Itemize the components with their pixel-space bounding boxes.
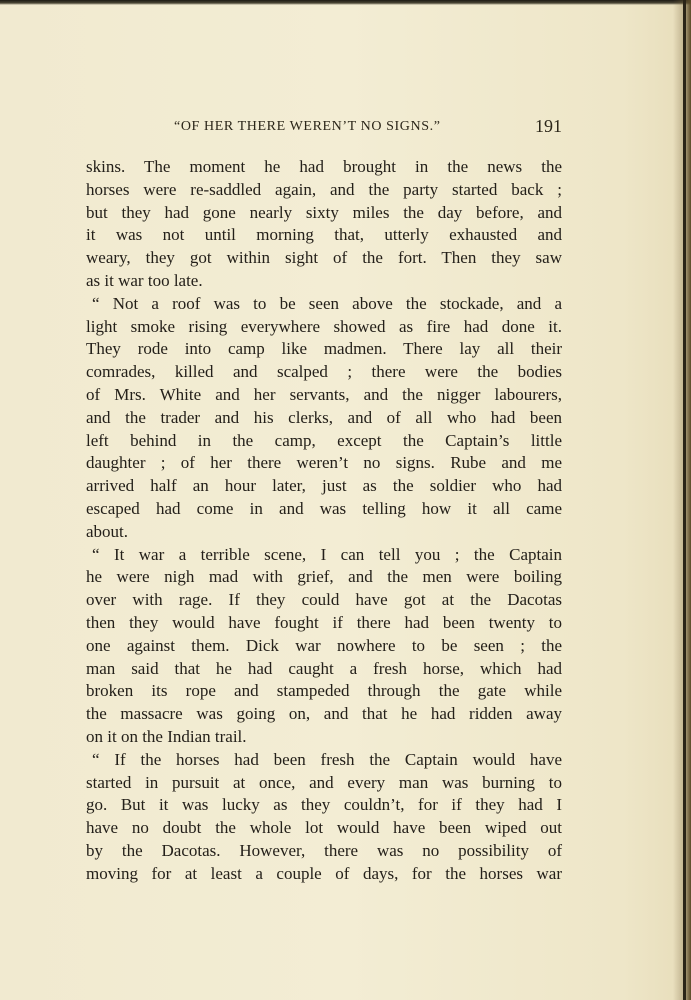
text-line: escaped had come in and was telling how it all came bbox=[86, 498, 562, 518]
page-edge-line bbox=[683, 0, 686, 1000]
page-gutter-shadow bbox=[673, 0, 691, 1000]
text-line: light smoke rising everywhere showed as fire had done it. bbox=[86, 316, 562, 336]
text-line: man said that he had caught a fresh horse, which had bbox=[86, 658, 562, 678]
text-line: They rode into camp like madmen. There lay all their bbox=[86, 339, 562, 359]
text-line: by the Dacotas. However, there was no possibility of bbox=[86, 840, 562, 860]
text-line: it was not until morning that, utterly exhausted and bbox=[86, 225, 562, 245]
text-line: broken its rope and stampeded through the gate while bbox=[86, 681, 562, 701]
text-line: but they had gone nearly sixty miles the day before, and bbox=[86, 202, 562, 222]
text-line: started in pursuit at once, and every man was burning to bbox=[86, 772, 562, 792]
paragraph-start-line: “ If the horses had been fresh the Captain would have bbox=[92, 749, 562, 769]
text-line: he were nigh mad with grief, and the men were boiling bbox=[86, 567, 562, 587]
text-line: as it war too late. bbox=[86, 270, 203, 290]
text-line: arrived half an hour later, just as the soldier who had bbox=[86, 476, 562, 496]
text-line: on it on the Indian trail. bbox=[86, 726, 247, 746]
paragraph-start-line: “ Not a roof was to be seen above the stockade, and a bbox=[92, 293, 562, 313]
text-line: one against them. Dick war nowhere to be seen ; the bbox=[86, 635, 562, 655]
text-line: have no doubt the whole lot would have been wiped out bbox=[86, 818, 562, 838]
text-line: daughter ; of her there weren’t no signs. Rube and me bbox=[86, 453, 562, 473]
text-line: of Mrs. White and her servants, and the nigger labourers, bbox=[86, 384, 562, 404]
text-line: comrades, killed and scalped ; there were the bodies bbox=[86, 362, 562, 382]
text-line: about. bbox=[86, 521, 129, 541]
text-line: then they would have fought if there had been twenty to bbox=[86, 612, 562, 632]
page-top-edge bbox=[0, 0, 691, 5]
paragraph-start-line: “ It war a terrible scene, I can tell you ; the Captain bbox=[92, 544, 562, 564]
text-line: moving for at least a couple of days, for the horses war bbox=[86, 863, 562, 883]
text-line: left behind in the camp, except the Captain’s little bbox=[86, 430, 562, 450]
text-line: and the trader and his clerks, and of all who had been bbox=[86, 407, 562, 427]
text-line: weary, they got within sight of the fort. Then they saw bbox=[86, 248, 562, 268]
text-line: over with rage. If they could have got at the Dacotas bbox=[86, 590, 562, 610]
text-line: the massacre was going on, and that he had ridden away bbox=[86, 704, 562, 724]
text-line: horses were re-saddled again, and the party started back ; bbox=[86, 179, 562, 199]
running-head-title: “OF HER THERE WEREN’T NO SIGNS.” bbox=[174, 119, 441, 134]
running-head bbox=[86, 116, 562, 138]
text-line: go. But it was lucky as they couldn’t, for if they had I bbox=[86, 795, 562, 815]
page-number: 191 bbox=[535, 116, 562, 136]
text-line: skins. The moment he had brought in the news the bbox=[86, 157, 562, 176]
body-text bbox=[86, 156, 562, 886]
